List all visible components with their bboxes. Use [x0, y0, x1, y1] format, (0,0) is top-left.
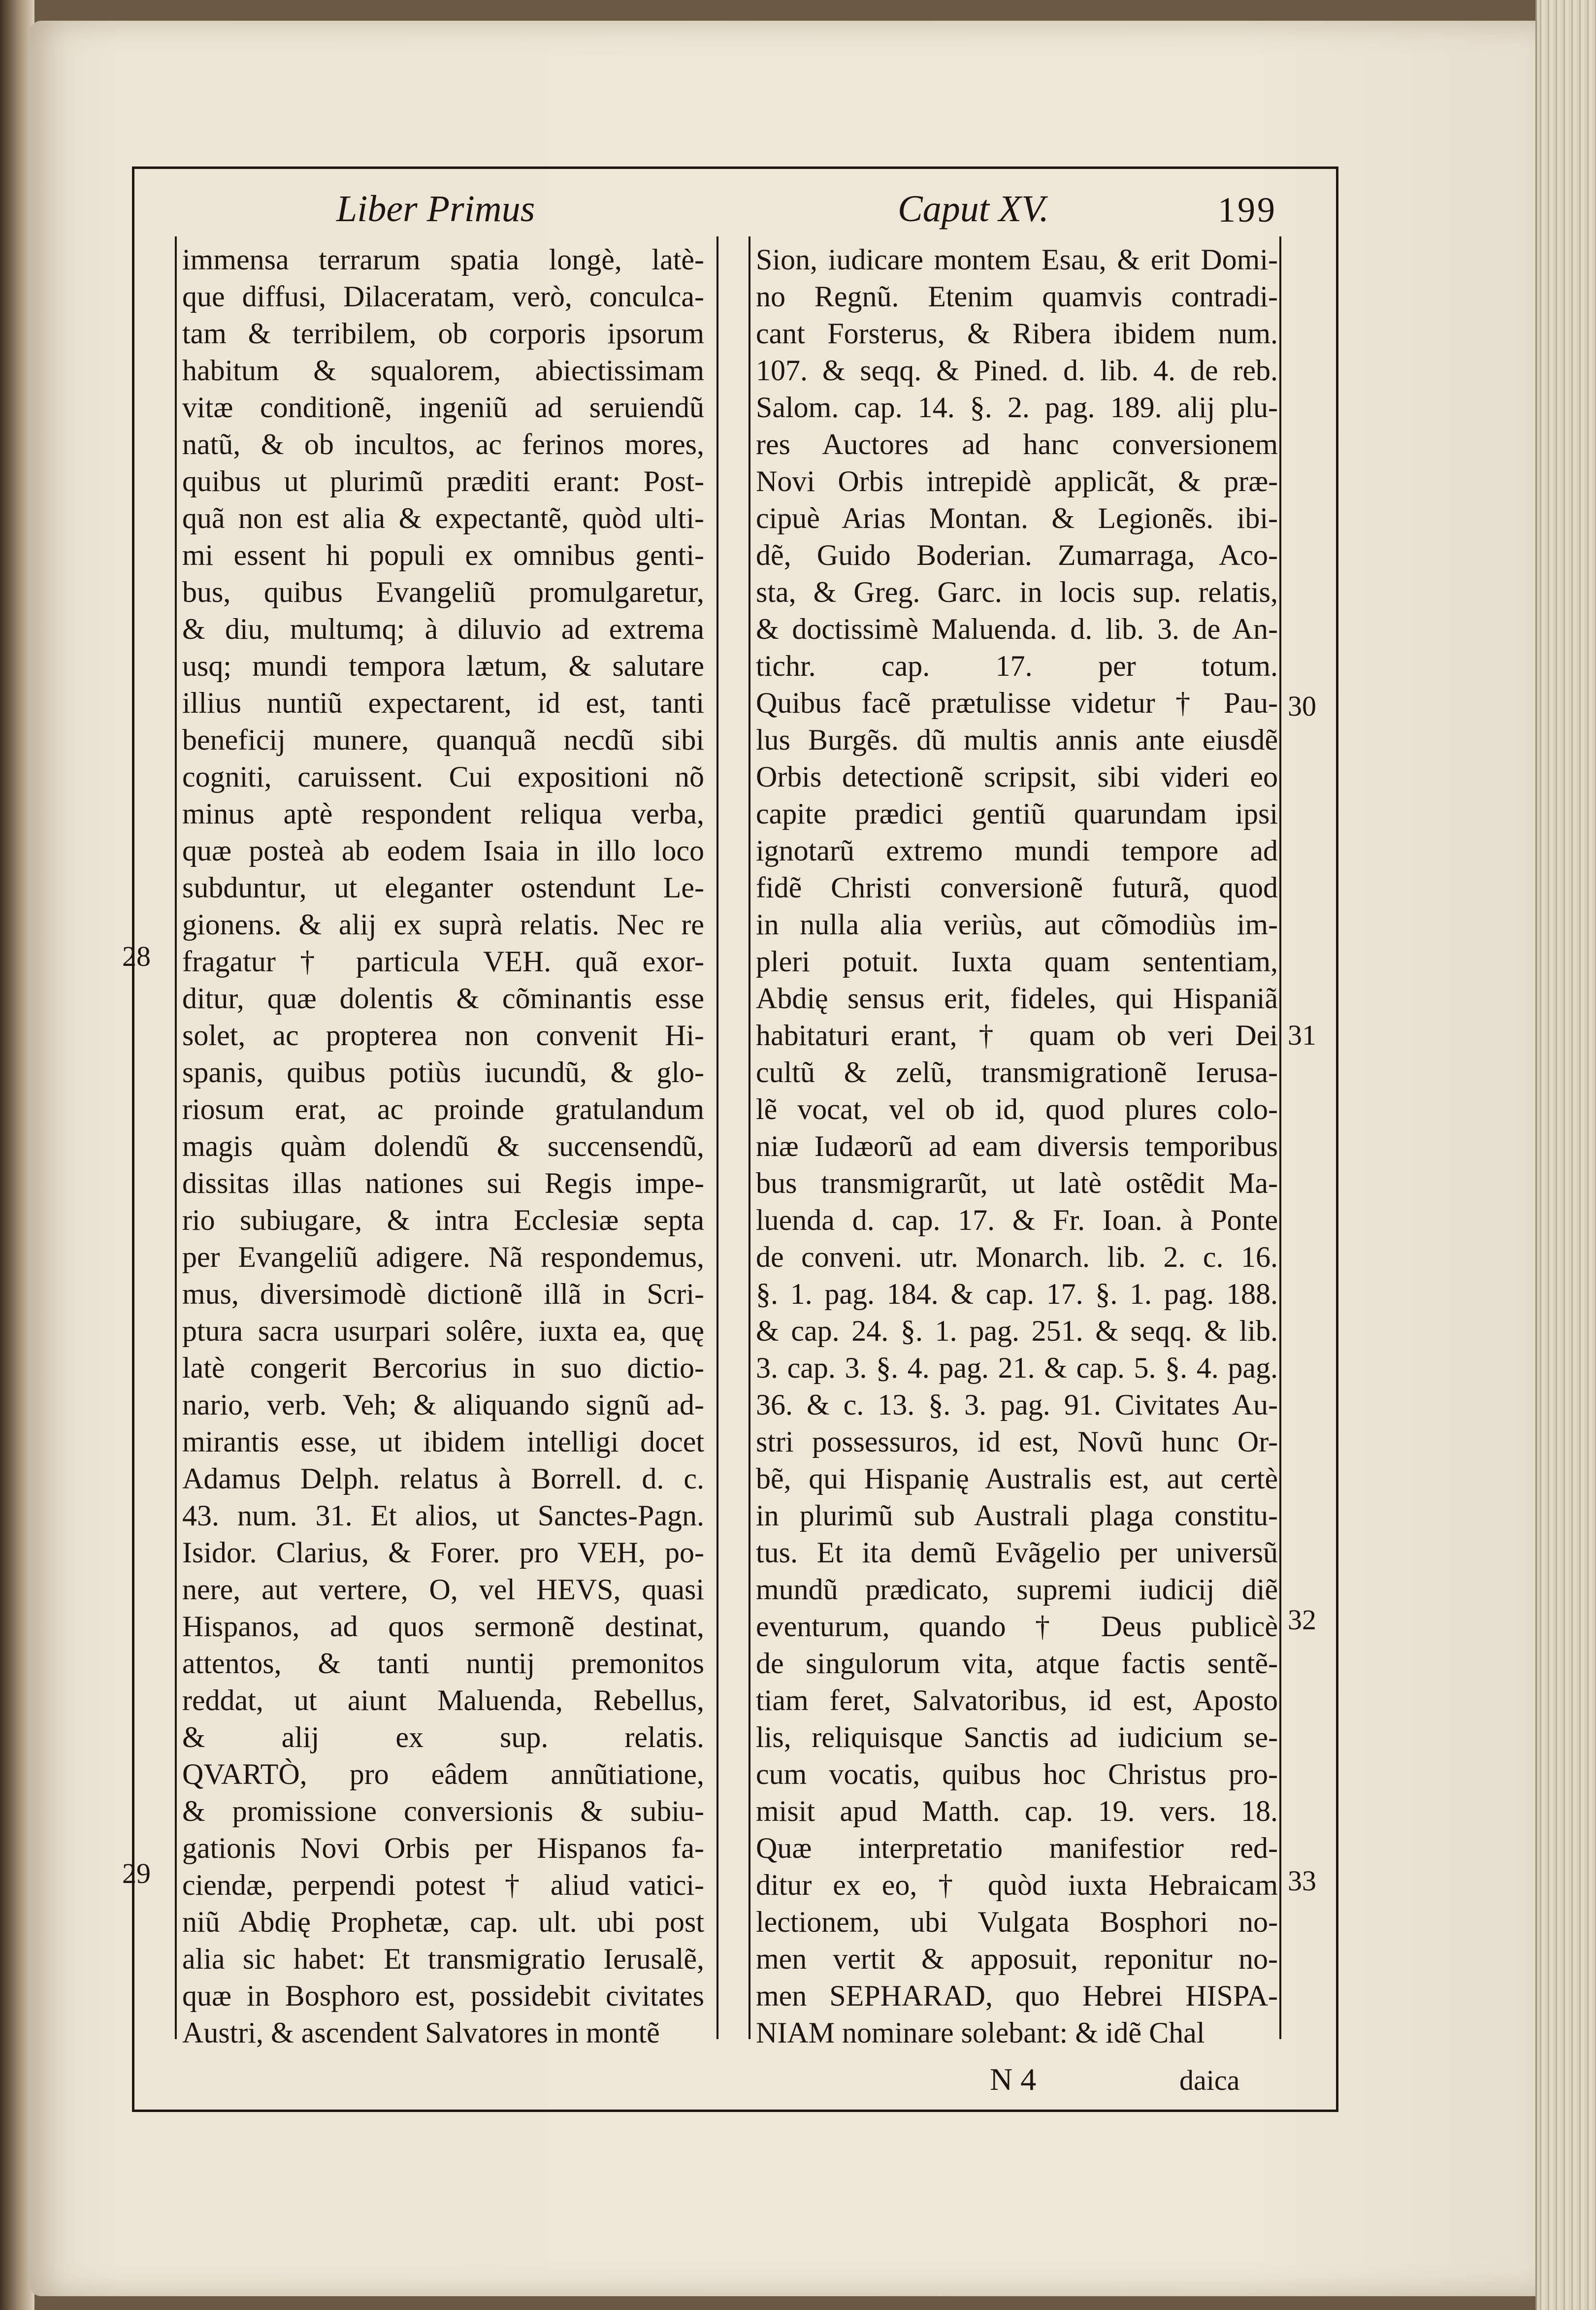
text-line: alia sic habet: Et transmigratio Ierusalẽ, [182, 1943, 704, 1975]
text-line: cant Forsterus, & Ribera ibidem num. [756, 317, 1278, 350]
text-line: niũ Abdię Prophetæ, cap. ult. ubi post [182, 1906, 704, 1938]
text-line: reddat, ut aiunt Maluenda, Rebellus, [182, 1684, 704, 1716]
text-line: de conveni. utr. Monarch. lib. 2. c. 16. [756, 1241, 1278, 1273]
text-line: mus, diversimodè dictionẽ illã in Scri- [182, 1278, 704, 1310]
text-line: pleri potuit. Iuxta quam sententiam, [756, 945, 1278, 978]
text-line: cogniti, caruissent. Cui expositioni nõ [182, 760, 704, 793]
text-line: bus, quibus Evangeliũ promulgaretur, [182, 576, 704, 608]
text-line: que diffusi, Dilaceratam, verò, conculca- [182, 280, 704, 313]
text-line: Adamus Delph. relatus à Borrell. d. c. [182, 1462, 704, 1495]
text-line: quæ in Bosphoro est, possidebit civitates [182, 1980, 704, 2012]
text-line: dẽ, Guido Boderian. Zumarraga, Aco- [756, 539, 1278, 571]
text-line: quæ posteà ab eodem Isaia in illo loco [182, 834, 704, 867]
text-line: tus. Et ita demũ Evãgelio per universũ [756, 1536, 1278, 1569]
text-line: lus Burgẽs. dũ multis annis ante eiusdẽ [756, 724, 1278, 756]
text-line: tichr. cap. 17. per totum. [756, 650, 1278, 682]
text-line: §. 1. pag. 184. & cap. 17. §. 1. pag. 188. [756, 1278, 1278, 1310]
text-line: fidẽ Christi conversionẽ futurã, quod [756, 871, 1278, 904]
text-line: cultũ & zelũ, transmigrationẽ Ierusa- [756, 1056, 1278, 1089]
text-line: spanis, quibus potiùs iucundũ, & glo- [182, 1056, 704, 1089]
text-line: mi essent hi populi ex omnibus genti- [182, 539, 704, 571]
text-line: riosum erat, ac proinde gratulandum [182, 1093, 704, 1125]
text-line: in plurimũ sub Australi plaga constitu- [756, 1499, 1278, 1532]
marginal-number: 33 [1288, 1865, 1316, 1897]
text-line: & cap. 24. §. 1. pag. 251. & seqq. & lib. [756, 1315, 1278, 1347]
text-line: bẽ, qui Hispanię Australis est, aut certè [756, 1462, 1278, 1495]
text-line: quã non est alia & expectantẽ, quòd ulti- [182, 502, 704, 534]
text-line: Salom. cap. 14. §. 2. pag. 189. alij plu- [756, 391, 1278, 424]
text-line: 36. & c. 13. §. 3. pag. 91. Civitates Au- [756, 1388, 1278, 1421]
catchword: daica [1179, 2064, 1240, 2096]
running-title-right: Caput XV. [898, 188, 1049, 230]
text-line: men vertit & apposuit, reponitur no- [756, 1943, 1278, 1975]
text-line: bus transmigrarũt, ut latè ostẽdit Ma- [756, 1167, 1278, 1199]
text-line: ditur, quæ dolentis & cõminantis esse [182, 982, 704, 1015]
text-line: illius nuntiũ expectarent, id est, tanti [182, 687, 704, 719]
text-line: vitæ conditionẽ, ingeniũ ad seruiendũ [182, 391, 704, 424]
text-line: habitaturi erant, † quam ob veri Dei [756, 1019, 1278, 1052]
running-title-left: Liber Primus [336, 188, 535, 230]
text-line: rio subiugare, & intra Ecclesiæ septa [182, 1204, 704, 1236]
text-line: cum vocatis, quibus hoc Christus pro- [756, 1758, 1278, 1790]
text-line: Orbis detectionẽ scripsit, sibi videri eo [756, 760, 1278, 793]
text-line: magis quàm dolendũ & succensendũ, [182, 1130, 704, 1162]
text-line: 43. num. 31. Et alios, ut Sanctes-Pagn. [182, 1499, 704, 1532]
text-line: dissitas illas nationes sui Regis impe- [182, 1167, 704, 1199]
text-line: usq; mundi tempora lætum, & salutare [182, 650, 704, 682]
text-line: solet, ac propterea non convenit Hi- [182, 1019, 704, 1052]
right-column-rule [1279, 236, 1281, 2039]
text-line: ptura sacra usurpari solêre, iuxta ea, quę [182, 1315, 704, 1347]
center-column-rule-b [749, 236, 750, 2039]
text-line: gionens. & alij ex suprà relatis. Nec re [182, 908, 704, 941]
text-line: & doctissimè Maluenda. d. lib. 3. de An- [756, 613, 1278, 645]
text-line: mundũ prædicato, supremi iudicij diẽ [756, 1573, 1278, 1606]
text-line: luenda d. cap. 17. & Fr. Ioan. à Ponte [756, 1204, 1278, 1236]
text-line: nere, aut vertere, O, vel HEVS, quasi [182, 1573, 704, 1606]
text-line: de singulorum vita, atque factis sentẽ- [756, 1647, 1278, 1680]
text-line: attentos, & tanti nuntij premonitos [182, 1647, 704, 1680]
right-text-column [756, 241, 1278, 2051]
text-line: eventurum, quando † Deus publicè [756, 1610, 1278, 1643]
text-line: ditur ex eo, † quòd iuxta Hebraicam [756, 1869, 1278, 1901]
text-line: niæ Iudæorũ ad eam diversis temporibus [756, 1130, 1278, 1162]
text-line: latè congerit Bercorius in suo dictio- [182, 1352, 704, 1384]
text-line: Novi Orbis intrepidè applicãt, & præ- [756, 465, 1278, 497]
text-line: capite prædici gentiũ quarundam ipsi [756, 797, 1278, 830]
text-line: Sion, iudicare montem Esau, & erit Domi- [756, 243, 1278, 276]
text-line: misit apud Matth. cap. 19. vers. 18. [756, 1795, 1278, 1827]
text-line: ignotarũ extremo mundi tempore ad [756, 834, 1278, 867]
text-line: Isidor. Clarius, & Forer. pro VEH, po- [182, 1536, 704, 1569]
text-line: fragatur † particula VEH. quã exor- [182, 945, 704, 978]
text-line: in nulla alia veriùs, aut cõmodiùs im- [756, 908, 1278, 941]
page-number: 199 [1218, 190, 1277, 230]
text-line: Quæ interpretatio manifestior red- [756, 1832, 1278, 1864]
text-line: stri possessuros, id est, Novũ hunc Or- [756, 1425, 1278, 1458]
page-edges [1535, 0, 1596, 2310]
text-line: Abdię sensus erit, fideles, qui Hispaniã [756, 982, 1278, 1015]
center-column-rule-a [717, 236, 718, 2039]
marginal-number: 31 [1288, 1019, 1316, 1051]
text-line: res Auctores ad hanc conversionem [756, 428, 1278, 461]
text-line: natũ, & ob incultos, ac ferinos mores, [182, 428, 704, 461]
text-line: tiam feret, Salvatoribus, id est, Aposto [756, 1684, 1278, 1716]
text-line: 3. cap. 3. §. 4. pag. 21. & cap. 5. §. 4. pag. [756, 1352, 1278, 1384]
text-line: ciendæ, perpendi potest † aliud vatici- [182, 1869, 704, 1901]
text-line: Austri, & ascendent Salvatores in montẽ [182, 2016, 660, 2049]
text-line: quibus ut plurimũ præditi erant: Post- [182, 465, 704, 497]
text-line: tam & terribilem, ob corporis ipsorum [182, 317, 704, 350]
left-column-rule [175, 236, 177, 2039]
printer-signature: N 4 [990, 2062, 1037, 2097]
text-line: NIAM nominare solebant: & idẽ Chal [756, 2016, 1205, 2049]
text-line: & promissione conversionis & subiu- [182, 1795, 704, 1827]
text-line: minus aptè respondent reliqua verba, [182, 797, 704, 830]
page-header [132, 170, 1334, 234]
text-line: subduntur, ut eleganter ostendunt Le- [182, 871, 704, 904]
text-line: & diu, multumq; à diluvio ad extrema [182, 613, 704, 645]
text-line: sta, & Greg. Garc. in locis sup. relatis, [756, 576, 1278, 608]
marginal-number: 29 [122, 1857, 151, 1889]
text-line: QVARTÒ, pro eâdem annũtiatione, [182, 1758, 704, 1790]
text-line: lectionem, ubi Vulgata Bosphori no- [756, 1906, 1278, 1938]
text-line: no Regnũ. Etenim quamvis contradi- [756, 280, 1278, 313]
text-line: beneficij munere, quanquã necdũ sibi [182, 724, 704, 756]
marginal-number: 30 [1288, 690, 1316, 722]
text-line: habitum & squalorem, abiectissimam [182, 354, 704, 387]
text-line: Quibus facẽ prætulisse videtur † Pau- [756, 687, 1278, 719]
text-line: immensa terrarum spatia longè, latè- [182, 243, 704, 276]
left-text-column [182, 241, 704, 2051]
text-line: gationis Novi Orbis per Hispanos fa- [182, 1832, 704, 1864]
text-line: lẽ vocat, vel ob id, quod plures colo- [756, 1093, 1278, 1125]
text-line: 107. & seqq. & Pined. d. lib. 4. de reb. [756, 354, 1278, 387]
text-line: Hispanos, ad quos sermonẽ destinat, [182, 1610, 704, 1643]
marginal-number: 32 [1288, 1604, 1316, 1636]
text-line: lis, reliquisque Sanctis ad iudicium se- [756, 1721, 1278, 1753]
text-line: men SEPHARAD, quo Hebrei HISPA- [756, 1980, 1278, 2012]
text-line: cipuè Arias Montan. & Legionẽs. ibi- [756, 502, 1278, 534]
marginal-number: 28 [122, 940, 151, 972]
text-line: per Evangeliũ adigere. Nã respondemus, [182, 1241, 704, 1273]
text-line: nario, verb. Veh; & aliquando signũ ad- [182, 1388, 704, 1421]
text-line: & alij ex sup. relatis. [182, 1721, 704, 1753]
text-line: mirantis esse, ut ibidem intelligi docet [182, 1425, 704, 1458]
